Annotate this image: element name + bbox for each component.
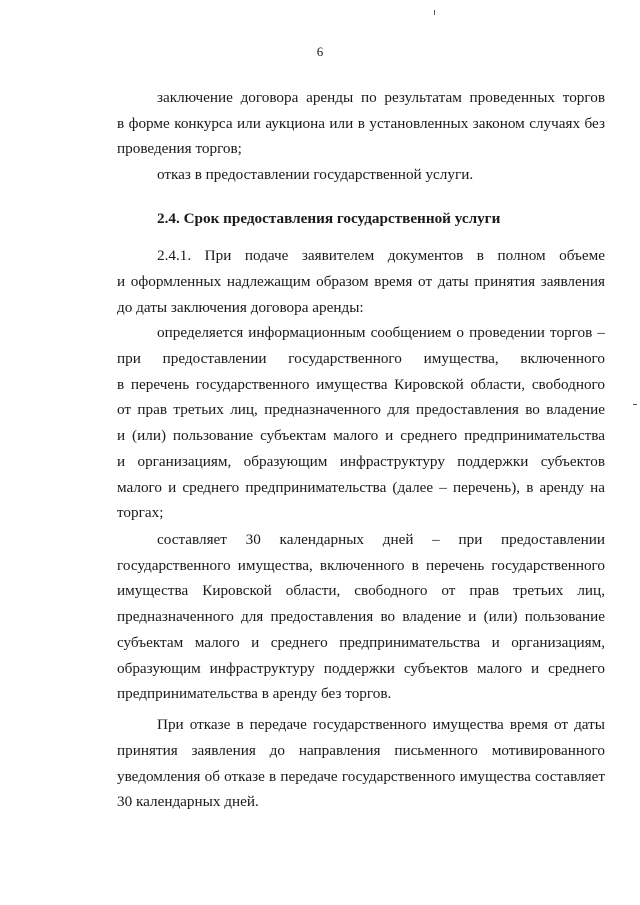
text-line: отказ в предоставлении государственной услуги. — [157, 166, 474, 183]
text-line: проведения торгов; — [117, 140, 242, 157]
text-line: субъектам малого и среднего предпринимательства и организациям, — [117, 634, 605, 651]
text-line: имущества Кировской области, свободного от прав третьих лиц, — [117, 582, 605, 599]
text-line: и (или) пользование субъектам малого и среднего предпринимательства — [117, 427, 605, 444]
page-number: 6 — [316, 44, 324, 59]
text-line: заключение договора аренды по результатам проведенных торгов — [157, 89, 605, 106]
text-line: предпринимательства в аренду без торгов. — [117, 685, 392, 702]
scan-speck — [633, 404, 637, 405]
text-line: от прав третьих лиц, предназначенного для предоставления во владение — [117, 401, 605, 418]
text-line: и оформленных надлежащим образом время от даты принятия заявления — [117, 273, 605, 290]
text-line: принятия заявления до направления письменного мотивированного — [117, 742, 605, 759]
text-line: определяется информационным сообщением о проведении торгов – — [157, 324, 605, 341]
text-line: торгах; — [117, 504, 164, 521]
text-line: в перечень государственного имущества Кировской области, свободного — [117, 376, 605, 393]
text-line: При отказе в передаче государственного имущества время от даты — [157, 716, 605, 733]
text-line: малого и среднего предпринимательства (далее – перечень), в аренду на — [117, 479, 605, 496]
text-line: 2.4.1. При подаче заявителем документов в полном объеме — [157, 247, 605, 264]
text-line: составляет 30 календарных дней – при предоставлении — [157, 531, 605, 548]
section-heading: 2.4. Срок предоставления государственной услуги — [157, 210, 501, 227]
text-line: до даты заключения договора аренды: — [117, 299, 364, 316]
text-line: образующим инфраструктуру поддержки субъектов малого и среднего — [117, 660, 605, 677]
text-line: уведомления об отказе в передаче государственного имущества составляет — [117, 768, 605, 785]
text-line: предназначенного для предоставления во владение и (или) пользование — [117, 608, 605, 625]
text-line: государственного имущества, включенного в перечень государственного — [117, 557, 605, 574]
text-line: 30 календарных дней. — [117, 793, 259, 810]
scan-speck — [434, 10, 435, 15]
text-line: в форме конкурса или аукциона или в установленных законом случаях без — [117, 115, 605, 132]
text-line: при предоставлении государственного имущества, включенного — [117, 350, 605, 367]
text-line: и организациям, образующим инфраструктуру поддержки субъектов — [117, 453, 605, 470]
